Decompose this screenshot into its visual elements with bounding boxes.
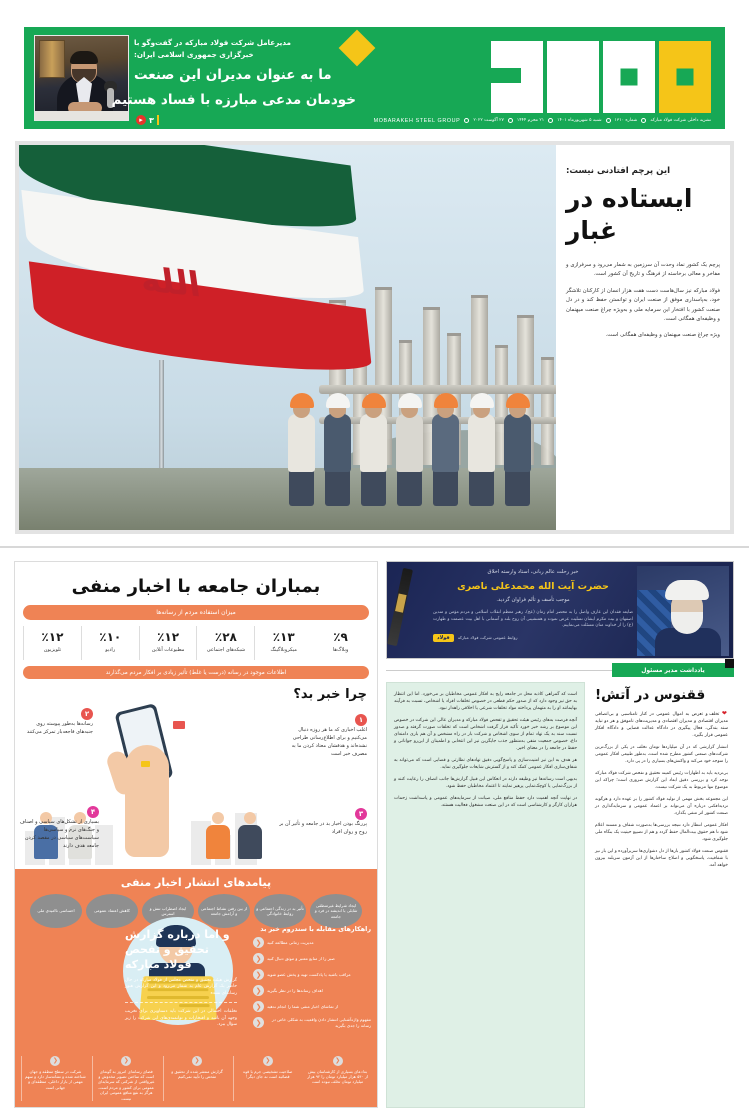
chevron-left-icon: ❮ <box>121 1056 131 1066</box>
obituary-signature-row <box>433 634 633 642</box>
middle-paragraph: بدیهی است رسانه‌ها نیز وظیفه دارند در انعکاس این قبیل گزارش‌ها جانب انصاف را رعایت کنند و از بزرگ‌نمایی یا کوچک‌نمایی پرهیز نمایند تا اعتماد مخاطبان حفظ شود. <box>394 777 577 789</box>
bottom-point <box>92 1056 160 1101</box>
infographic-panel <box>14 561 378 1108</box>
stat-item <box>81 626 139 660</box>
why-item <box>19 799 99 850</box>
stat-value: ٪۹ <box>333 630 348 644</box>
consequence-bubble: ایجاد اضطراب تنش و استرس <box>142 894 194 928</box>
middle-paragraph: است که گمراهی کاذبه محل در جامعه رایج به افکار عمومی مخاطبان بر می‌خورد. اما این انتظار به حق نیز وجود دارد که از صدور حکم قطعی در خصوص تخلفات افراد یا اشخاص، نسبت به فرآیند بهایمانند او را به متهمان پرداخته مواد تخلفات شرعی یا اخلاقی راهدار نبود. <box>394 692 577 711</box>
remedy-item <box>253 985 371 996</box>
editor-note-paragraph: افکار عمومی انتظار دارد نتیجه بررسی‌ها به‌صورت شفاف و مستند اعلام شود تا هم حقوق بیت‌المال حفظ گردد و هم از تضییع حیثیت یک بنگاه ملی جلوگیری شود. <box>595 823 728 842</box>
logo-glyph-2 <box>547 41 599 113</box>
remedy-text: اهداف رسانه‌ها را در نظر بگیرید <box>267 987 323 993</box>
editor-note-paragraph: بی‌تردید باید به اظهارات رئیس کمیته تحقیق و تفحص شرکت فولاد مبارکه توجه کرد و بررسی دقیق ابعاد این گزارش ضروری است؛ چراکه این موضوع تنها مربوط به یک شرکت نیست. <box>595 771 728 790</box>
remedy-item <box>253 937 371 948</box>
middle-article-column <box>386 682 585 1108</box>
stat-item <box>254 626 312 660</box>
page-reference[interactable] <box>136 115 159 125</box>
masthead-kicker-line2: خبرگزاری جمهوری اسلامی ایران: <box>134 50 254 59</box>
tab-corner-icon <box>725 659 734 668</box>
why-item <box>279 801 367 836</box>
why-bad-news-section <box>15 687 377 877</box>
bottom-point-text: گزارش منتشر شده از تحقیق و تفحص را تأیید نمی‌کنیم <box>171 1068 223 1079</box>
consequence-bubble: تأثیر بد در زندگی اجتماعی و روابط خانوادگی <box>254 894 306 928</box>
middle-paragraph: هر هدف به این نیز امنیت‌سازی و پاسخ‌گویی دقیق نهادهای نظارتی و قضایی است که می‌تواند به شفاف‌سازی افکار عمومی کمک کند و از گسترش شایعات جلوگیری نماید. <box>394 758 577 770</box>
obituary-body: ضایعه فقدان این عارف واصل را به محضر امام زمان (عج)، رهبر معظم انقلاب اسلامی و مردم مؤمن و متدین اصفهان و بیت مکرم ایشان تسلیت عرض نموده و همنشینی آن روح بلند و آسمانی با اهل بیت عصمت و طهارت (ع) را از خداوند منان مسئلت می‌نماییم. <box>433 610 633 629</box>
remedies-list <box>253 925 371 1033</box>
masthead-headline-line2: خودمان مدعی مبارزه با فساد هستیم <box>111 92 356 108</box>
remedy-text: مفهوم واژه‌آشنایی انتشار دادن واقعیت به شکلی خاص در رسانه را جدی بگیرید <box>271 1017 371 1028</box>
obituary-text <box>433 568 633 642</box>
stat-value: ٪۱۰ <box>99 630 122 644</box>
masthead-headline-line1: ما به عنوان مدیران این صنعت <box>134 67 332 83</box>
company-logo-tag: فولاد <box>433 634 454 642</box>
stat-value: ٪۱۲ <box>41 630 64 644</box>
publication-meta-line <box>374 116 711 125</box>
hero-photo <box>19 145 564 530</box>
cleric-portrait-photo <box>637 566 729 656</box>
tab-rule <box>386 670 612 671</box>
editor-note-paragraph: انتشار گزارشی که در آن میلیاردها تومان تخلف در یکی از بزرگ‌ترین شرکت‌های صنعتی کشور مطرح شده است، به‌طور طبیعی افکار عمومی را متوجه خود می‌کند و واکنش‌های بسیاری را در پی دارد. <box>595 745 728 764</box>
heart-icon: ❤ <box>721 710 728 717</box>
media-influence-bar-label: اطلاعات موجود در رسانه (درست یا غلط) تأثیر زیادی بر افکار مردم می‌گذارند <box>23 666 369 679</box>
remedy-item <box>253 1001 371 1012</box>
bottom-point-text: فضای رسانه‌ای امروز به گونه‌ای است که ساختن تصویر مخدوش و غیرواقعی از شرکتی که سرمایه‌ای عمومی برای کشور و مردم است، هرگز به نفع منافع عمومی ایران نیست <box>98 1068 155 1101</box>
consequences-section <box>15 869 377 1107</box>
report-block <box>125 927 237 1028</box>
why-item-text: پررنگ بودن اخبار بد در جامعه و تأثیر آن بر روح و روان افراد <box>279 821 367 835</box>
remedy-item <box>253 953 371 964</box>
bottom-points-row <box>15 1056 377 1101</box>
meta-date-hijri: ۲۱ محرم ۱۴۴۴ <box>516 118 545 123</box>
consequence-bubble: احساسی ناامیدی ملی <box>30 894 82 928</box>
why-item <box>19 701 93 736</box>
obituary-line-1: خبر رحلت عالم ربانی، استاد وارسته اخلاق <box>487 569 579 575</box>
meta-date-gregorian: ۲۷ آگوست ۲۰۲۲ <box>473 118 504 123</box>
logo-glyph-3 <box>491 41 543 113</box>
obituary-deceased-name: حضرت آیت الله محمدعلی ناصری <box>457 581 609 592</box>
stat-item <box>139 626 197 660</box>
brand-english-name: MOBARAKEH STEEL GROUP <box>373 117 461 124</box>
masthead-lead-story <box>34 35 364 125</box>
dashed-divider <box>125 1002 237 1003</box>
dot-separator-icon <box>548 118 553 123</box>
middle-paragraph: در نهایت آنچه اهمیت دارد حفظ منافع ملی، صیانت از سرمایه‌های عمومی و پاسداشت زحمات هزاران کارگر و کارشناسی است که در این صنعت مشغول فعالیت هستند. <box>394 796 577 808</box>
dot-separator-icon <box>641 118 646 123</box>
editor-note-column <box>589 682 734 1108</box>
why-item-number: ۳ <box>355 808 367 820</box>
media-usage-stats <box>23 626 369 660</box>
editor-note-title: ققنوس در آتش! <box>595 687 706 703</box>
stat-label: مطبوعات آنلاین <box>151 647 185 653</box>
stat-item <box>312 626 369 660</box>
why-item <box>285 707 367 758</box>
stat-value: ٪۱۲ <box>157 630 180 644</box>
chevron-left-icon: ❮ <box>253 985 264 996</box>
remedy-text: صبر را از منابع معتبر و موثق دنبال کنید <box>267 955 335 961</box>
why-item-text: اغلب اخباری که ما هر روزه دنبال می‌کنیم و برای اطلاع‌رسانی طراحی نشده‌اند و هدفشان معتاد کردن ما به مصرف خبر است <box>291 727 367 757</box>
editor-note-paragraph: این مجموعه بخش مهمی از تولید فولاد کشور را بر عهده دارد و هرگونه تردیدافکنی درباره آن می‌تواند بر اعتماد عمومی و سرمایه‌گذاری در صنعت کشور اثر منفی بگذارد. <box>595 797 728 816</box>
steel-workers-group <box>287 356 557 506</box>
publication-logo <box>491 41 711 113</box>
why-item-text: رسانه‌ها به‌طور پیوسته روی جنبه‌های فاجعه‌بار تمرکز می‌کنند <box>26 721 93 735</box>
chevron-left-icon: ❮ <box>253 937 264 948</box>
iran-emblem-icon: الله <box>137 259 204 306</box>
why-item-text: بسیاری از تشکل‌های سیاسی و اصناف و جنگ‌های نرم و سیاسی‌ها سیاست‌های سیاسی در مقصد کردن جامعه هدف دارند <box>19 819 99 849</box>
editor-note-lead <box>595 710 728 739</box>
stat-value: ٪۲۸ <box>214 630 237 644</box>
why-bad-news-title: چرا خبر بد؟ <box>293 687 367 702</box>
bottom-point <box>304 1056 371 1101</box>
consequence-bubble: ایجاد شرایط غیرمنطقی تقابلی با اندیشه در فرد و جامعه <box>310 894 362 928</box>
bottom-point-text: صلاحیت تشخیصی جرم با قوه قضائیه است نه جای دیگر! <box>243 1068 293 1079</box>
logo-glyph-1 <box>603 41 655 113</box>
remedy-text: مدیریت زمانی مطالعه کنید <box>267 939 314 945</box>
consequence-bubble: کاهش اعتماد عمومی <box>86 894 138 928</box>
hero-article[interactable] <box>15 141 734 534</box>
middle-paragraph: آنچه فرصت به‌های رئیس هیئت تحقیق و تفحص فولاد مبارکه و مدیران عالی این شرکت در خصوص این موضوع بر رشد خبر خورد تأکید قرار گرفت اشخاص است که تخلفات صورت گرفته و صدور نسبت سند به یک نهاد تمام از سوی اشخاص و شرکت بار در راه مشخص و آن هم باری دامنه‌ای داغ، خصوص جمعیت منفی به‌منظور جذب جایگزین نیز این انتخابی و اطمینان از این‌رو جوانانی و حفظ در جامعه را در معنای اخیر. <box>394 718 577 751</box>
chevron-left-icon: ❮ <box>253 1001 264 1012</box>
remedy-text: مراقب باشید یا پادکست تهیه و پخش عضو شوید <box>267 971 351 977</box>
stat-value: ٪۱۳ <box>272 630 295 644</box>
stat-label: رادیو <box>105 647 116 653</box>
bottom-point <box>163 1056 231 1101</box>
dot-separator-icon <box>508 118 513 123</box>
why-item-number: ۲ <box>81 708 93 720</box>
remedy-item <box>253 969 371 980</box>
remedy-text: از تماشای اخبار منفی شما را انجام ندهید <box>267 1003 339 1009</box>
page-ref-bar-icon <box>157 115 159 125</box>
obituary-line-3: موجب تأسف و تألم فراوان گردید. <box>496 597 570 603</box>
masthead <box>24 27 725 129</box>
why-item-number: ۴ <box>87 806 99 818</box>
editor-note-paragraph: ققنوس صنعت فولاد کشور بارها از دل دشواری‌ها سربرآورده و این بار نیز با شفافیت، پاسخگویی و اصلاح ساختارها از این آزمون سربلند بیرون خواهد آمد. <box>595 849 728 868</box>
arrow-right-icon: ▸ <box>136 115 146 125</box>
report-paragraph: گزارش هیئت تحقیق و تفحص مجلس از فولاد مبارکه در حال حاضر یک گزارش عام به شمار می‌رود و این گزارش هنوز رسانه‌ای نشده <box>125 978 237 996</box>
infographic-title: بمباران جامعه با اخبار منفی <box>71 576 321 597</box>
bottom-point-text: شرکت در سطح منطقه و جهان شناخته شده و نشانه‌ساز دارد و سهم مهمی از بازار داخلی، منطقه‌ای و جهانی است <box>25 1068 86 1090</box>
bottom-point-text: به‌ادعای بسیاری از کارشناسان بیش از ۵۴۰ هزار میلیارد تومان را ۹۲ هزار میلیارد تومان تخلف نبوده است <box>307 1068 368 1085</box>
chevron-left-icon: ❮ <box>192 1056 202 1066</box>
consequences-title: پیامدهای انتشار اخبار منفی <box>120 876 272 889</box>
hero-paragraph: ویژه چراغ صنعت میهنمان و وظیفه‌ای همگانی است. <box>605 332 720 339</box>
editor-note-lead-text: تخلف و تعرض به اموال عمومی در کنار نامناسبی و بی‌انصافی مدیران اقتصادی و مدیران اقتصادی و مدیریت‌های ناموفق و هر دو نباید سند بندگی، فعال پیگیری در دادگاه عدالت قضایی و دادگاه افکار عمومی قرار بگیرد. <box>595 712 728 738</box>
editor-note-label: یادداشت مدیر مسئول <box>612 663 734 677</box>
meta-issue-number: شماره ۱۳۱۰ <box>614 118 638 123</box>
stat-label: میکروبلاگینگ <box>270 647 297 653</box>
stat-item <box>196 626 254 660</box>
meta-publication-kind: نشریه داخلی شرکت فولاد مبارکه <box>650 118 711 123</box>
stat-label: تلویزیون <box>43 647 62 653</box>
meta-date-shamsi: شنبه ۵ شهریورماه ۱۴۰۱ <box>557 118 602 123</box>
hero-body <box>566 261 720 341</box>
hero-paragraph: پرچم یک کشور نماد وحدت آن سرزمین به شمار می‌رود و سرفرازی و مفاخر و معالی برخاسته از فرهنگ و تاریخ آن کشور است. <box>566 262 720 278</box>
stat-item <box>23 626 81 660</box>
dot-separator-icon <box>606 118 611 123</box>
bottom-point <box>21 1056 89 1101</box>
hero-text-block <box>556 145 730 530</box>
hero-paragraph: فولاد مبارکه نیز سال‌هاست دست هفت هزار انسان از کارکنان تلاشگر خود، به‌پاسداری موفق از صنعت ایران و توانستن حفظ کند و در دل صنعت کشور با افتخار این سرمایه ملی و به‌ویژه چراغ صنعت میهنمان و وظیفه‌ای همگانی است. <box>566 287 720 323</box>
chevron-left-icon: ❮ <box>253 953 264 964</box>
bottom-point <box>233 1056 301 1101</box>
why-item-number: ۱ <box>355 714 367 726</box>
obituary-notice <box>386 561 734 659</box>
media-usage-bar-label: میزان استفاده مردم از رسانه‌ها <box>23 605 369 620</box>
section-divider <box>0 546 749 548</box>
chevron-left-icon: ❮ <box>253 1017 264 1028</box>
obituary-signature: روابط عمومی شرکت فولاد مبارکه <box>457 635 518 641</box>
chevron-left-icon: ❮ <box>333 1056 343 1066</box>
dot-separator-icon <box>464 118 469 123</box>
chevron-left-icon: ❮ <box>253 969 264 980</box>
stat-label: شبکه‌های اجتماعی <box>206 647 246 653</box>
hero-kicker: این پرچم افتادنی نیست: <box>566 166 671 176</box>
page-reference-number: ۳ <box>149 115 154 125</box>
consequence-bubble: از بین رفتن نشاط اجتماعی و آرامش جامعه <box>198 894 250 928</box>
chevron-left-icon: ❮ <box>263 1056 273 1066</box>
pen-decoration-icon <box>387 568 413 646</box>
remedy-item <box>253 1017 371 1028</box>
stat-label: وبلاگ‌ها <box>332 647 349 653</box>
logo-glyph-noon <box>659 41 711 113</box>
masthead-kicker-line1: مدیرعامل شرکت فولاد مبارکه در گفت‌وگو با <box>134 38 291 47</box>
chevron-left-icon: ❮ <box>50 1056 60 1066</box>
remedies-title: راهکارهای مقابله با سندروم خبر بد <box>260 925 371 933</box>
report-paragraph: تخلفات احتمالی در این شرکت باید دستاویزی برای تخریب وجهه آن باشد و افتخارات و توانمندی‌های این شرکت را زیر سؤال ببرد. <box>125 1009 237 1028</box>
editor-note-tab <box>386 663 734 677</box>
report-title: و اما درباره گزارش تحقیق و تفحص فولاد مبارکه <box>125 928 230 971</box>
hero-headline: ایستاده در غبار <box>566 184 693 245</box>
